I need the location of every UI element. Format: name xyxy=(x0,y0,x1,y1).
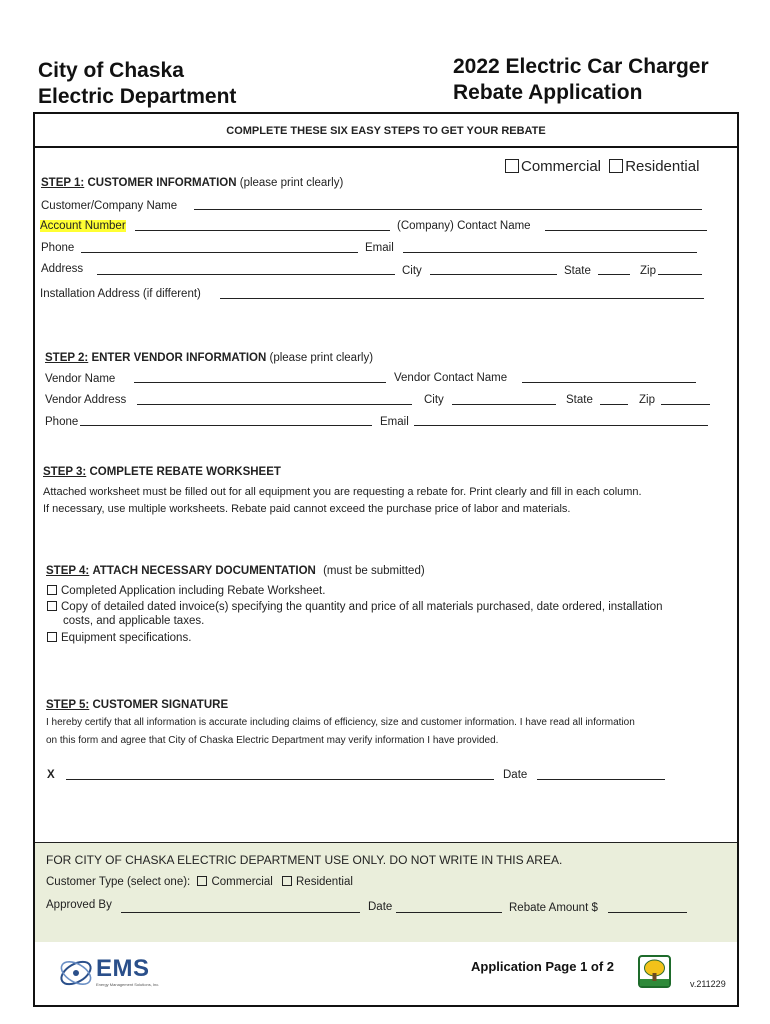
doc-item-label: Equipment specifications. xyxy=(61,632,192,644)
account-number-field[interactable] xyxy=(135,230,390,231)
signature-x-label: X xyxy=(47,769,55,781)
address-label: Address xyxy=(41,263,84,275)
org-line-1: City of Chaska xyxy=(38,59,184,82)
step1-title: CUSTOMER INFORMATION xyxy=(87,177,237,189)
email-field[interactable] xyxy=(403,252,697,253)
step4-prefix: STEP 4: xyxy=(46,565,90,577)
residential-checkbox[interactable] xyxy=(609,158,699,175)
vendor-address-field[interactable] xyxy=(137,404,412,405)
office-date-label: Date xyxy=(368,901,393,913)
ems-logo-text: EMS xyxy=(96,955,150,982)
residential-label: Residential xyxy=(625,158,700,175)
office-residential-label: Residential xyxy=(296,876,353,888)
vendor-city-label: City xyxy=(424,394,444,406)
customer-name-label: Customer/Company Name xyxy=(41,200,178,212)
doc-item-application[interactable] xyxy=(47,585,325,597)
state-label: State xyxy=(564,265,591,277)
doc-item-label: Completed Application including Rebate Worksheet. xyxy=(61,585,326,597)
phone-field[interactable] xyxy=(81,252,358,253)
zip-label: Zip xyxy=(640,265,656,277)
form-title-line-1: 2022 Electric Car Charger xyxy=(453,55,709,78)
city-field[interactable] xyxy=(430,274,557,275)
step5-text-2: on this form and agree that City of Chaska Electric Department may verify information I have provided. xyxy=(46,735,499,746)
zip-field[interactable] xyxy=(658,274,702,275)
office-heading: FOR CITY OF CHASKA ELECTRIC DEPARTMENT USE ONLY. DO NOT WRITE IN THIS AREA. xyxy=(46,853,563,867)
doc-item-invoice[interactable] xyxy=(47,601,663,613)
office-date-field[interactable] xyxy=(396,912,502,913)
step1-prefix: STEP 1: xyxy=(41,177,85,189)
signature-date-field[interactable] xyxy=(537,779,665,780)
vendor-phone-label: Phone xyxy=(45,416,79,428)
step2-title: ENTER VENDOR INFORMATION xyxy=(91,352,267,364)
contact-name-label: (Company) Contact Name xyxy=(397,220,531,232)
install-address-field[interactable] xyxy=(220,298,704,299)
signature-field[interactable] xyxy=(66,779,494,780)
doc-item-invoice-cont: costs, and applicable taxes. xyxy=(63,615,205,627)
banner-text: COMPLETE THESE SIX EASY STEPS TO GET YOUR REBATE xyxy=(226,125,546,137)
vendor-name-label: Vendor Name xyxy=(45,373,116,385)
rebate-amount-label: Rebate Amount $ xyxy=(509,902,598,914)
contact-name-field[interactable] xyxy=(545,230,707,231)
office-customer-type-label: Customer Type (select one): xyxy=(46,876,191,888)
step4-note: (must be submitted) xyxy=(323,565,425,577)
account-number-label: Account Number xyxy=(40,220,126,232)
vendor-city-field[interactable] xyxy=(452,404,556,405)
step2-prefix: STEP 2: xyxy=(45,352,89,364)
step5-text-1: I hereby certify that all information is accurate including claims of efficiency, size and customer information. I have read all information xyxy=(46,717,635,728)
ems-logo-subtext: Energy Management Solutions, Inc. xyxy=(96,982,160,987)
org-line-2: Electric Department xyxy=(38,85,237,108)
step1-heading xyxy=(41,177,343,189)
vendor-zip-label: Zip xyxy=(639,394,655,406)
doc-item-label: Copy of detailed dated invoice(s) specifying the quantity and price of all materials purchased, date ordered, installation xyxy=(61,601,663,613)
customer-type-select xyxy=(505,158,699,175)
step2-note: (please print clearly) xyxy=(269,352,374,364)
form-title-line-2: Rebate Application xyxy=(453,81,643,104)
ems-logo xyxy=(56,951,166,995)
step1-note: (please print clearly) xyxy=(239,177,344,189)
ems-logo-icon xyxy=(56,951,96,995)
form-title xyxy=(453,54,709,106)
vendor-contact-field[interactable] xyxy=(522,382,696,383)
signature-date-label: Date xyxy=(503,769,528,781)
step5-heading xyxy=(46,699,228,711)
step4-heading xyxy=(46,565,425,577)
city-tree-logo xyxy=(638,955,671,988)
page-indicator: Application Page 1 of 2 xyxy=(471,959,615,974)
checkbox[interactable] xyxy=(47,632,57,642)
step3-title: COMPLETE REBATE WORKSHEET xyxy=(89,466,281,478)
step4-title: ATTACH NECESSARY DOCUMENTATION xyxy=(92,565,316,577)
step3-text-2: If necessary, use multiple worksheets. Rebate paid cannot exceed the purchase price of labor and materials. xyxy=(43,503,571,515)
vendor-state-label: State xyxy=(566,394,593,406)
install-address-label: Installation Address (if different) xyxy=(40,288,201,300)
office-customer-type xyxy=(46,876,353,888)
rebate-amount-field[interactable] xyxy=(608,912,687,913)
approved-by-label: Approved By xyxy=(46,899,112,911)
vendor-phone-field[interactable] xyxy=(80,425,372,426)
step5-title: CUSTOMER SIGNATURE xyxy=(92,699,229,711)
email-label: Email xyxy=(365,242,394,254)
vendor-zip-field[interactable] xyxy=(661,404,710,405)
state-field[interactable] xyxy=(598,274,630,275)
tree-icon xyxy=(640,957,669,986)
step2-heading xyxy=(45,352,373,364)
phone-label: Phone xyxy=(41,242,75,254)
vendor-address-label: Vendor Address xyxy=(45,394,127,406)
office-residential-checkbox[interactable] xyxy=(282,876,353,888)
step3-text-1: Attached worksheet must be filled out for all equipment you are requesting a rebate for. Print clearly and fill in each column. xyxy=(43,486,642,498)
org-name xyxy=(38,58,236,110)
address-field[interactable] xyxy=(97,274,395,275)
vendor-email-label: Email xyxy=(380,416,409,428)
office-commercial-label: Commercial xyxy=(211,876,273,888)
city-label: City xyxy=(402,265,422,277)
step5-prefix: STEP 5: xyxy=(46,699,90,711)
checkbox[interactable] xyxy=(47,585,57,595)
vendor-email-field[interactable] xyxy=(414,425,708,426)
vendor-name-field[interactable] xyxy=(134,382,386,383)
step3-prefix: STEP 3: xyxy=(43,466,87,478)
vendor-state-field[interactable] xyxy=(600,404,628,405)
step3-heading xyxy=(43,466,281,478)
vendor-contact-label: Vendor Contact Name xyxy=(394,372,508,384)
version-label: v.211229 xyxy=(690,979,726,989)
customer-name-field[interactable] xyxy=(194,209,702,210)
commercial-label: Commercial xyxy=(521,158,602,175)
doc-item-specs[interactable] xyxy=(47,632,191,644)
checkbox[interactable] xyxy=(47,601,57,611)
commercial-checkbox[interactable] xyxy=(505,158,601,175)
approved-by-field[interactable] xyxy=(121,912,360,913)
office-commercial-checkbox[interactable] xyxy=(197,876,272,888)
